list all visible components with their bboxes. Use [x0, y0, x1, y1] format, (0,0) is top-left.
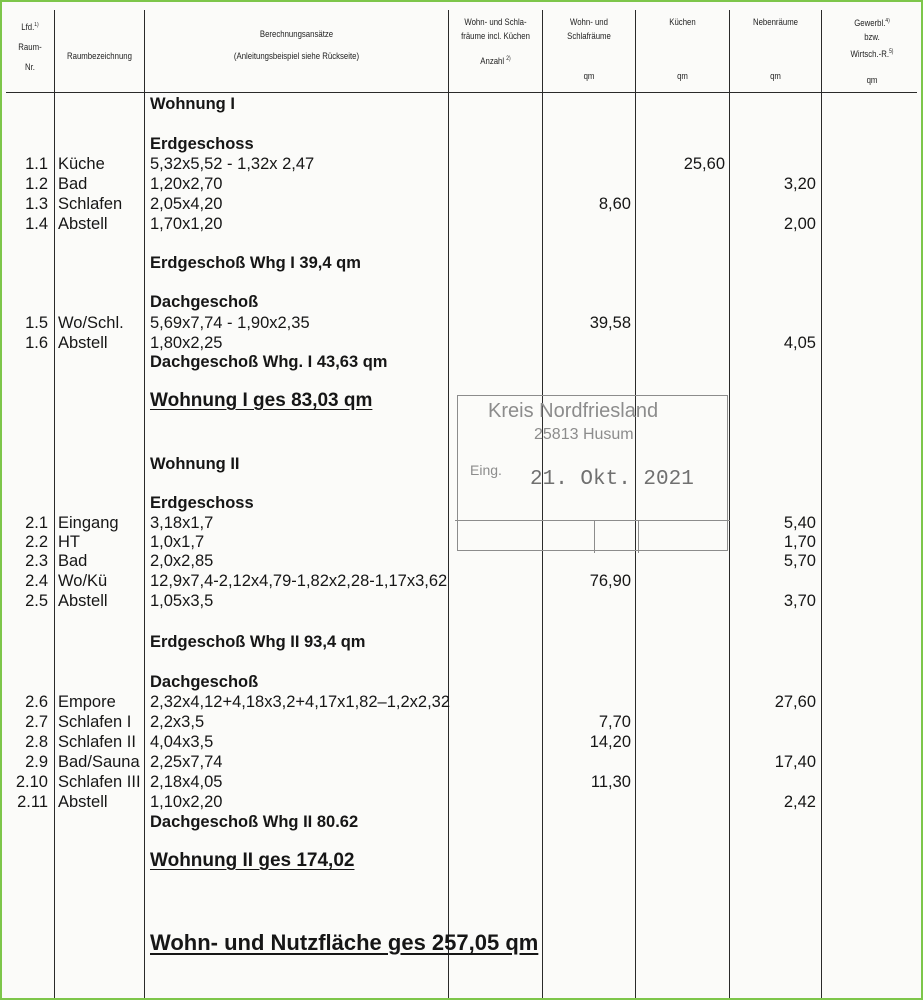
value-neben: 5,70 — [783, 552, 816, 570]
row-number: 2.6 — [25, 693, 48, 711]
room-name: Schlafen — [58, 195, 123, 213]
room-name: Abstell — [58, 793, 108, 811]
floor-subtotal: Erdgeschoß Whg II 93,4 qm — [150, 633, 366, 651]
header-divider — [6, 92, 917, 93]
row-number: 2.2 — [25, 533, 48, 551]
value-wohn: 7,70 — [598, 713, 631, 731]
row-number: 1.2 — [25, 175, 48, 193]
stamp-rule — [638, 520, 639, 553]
grand-total: Wohn- und Nutzfläche ges 257,05 qm — [150, 930, 539, 955]
header-berechnungsansaetze: Berechnungsansätze (Anleitungsbeispiel siehe Rückseite) — [233, 29, 360, 62]
room-name: Schlafen III — [58, 773, 141, 791]
value-wohn: 76,90 — [589, 572, 631, 590]
value-wohn: 14,20 — [589, 733, 631, 751]
value-neben: 17,40 — [774, 753, 816, 771]
value-neben: 2,00 — [783, 215, 816, 233]
floor-title: Erdgeschoss — [150, 494, 254, 512]
room-name: Eingang — [58, 514, 119, 532]
row-number: 2.3 — [25, 552, 48, 570]
floor-subtotal: Dachgeschoß Whg. I 43,63 qm — [150, 353, 388, 371]
floor-subtotal: Dachgeschoß Whg II 80.62 — [150, 813, 359, 831]
room-name: Küche — [58, 155, 105, 173]
row-number: 1.4 — [25, 215, 48, 233]
room-name: Bad/Sauna — [58, 753, 140, 771]
header-gewerbl: Gewerbl.$^{4)}$ bzw. Wirtsch.-R.$^{5)}$ qm — [850, 18, 894, 87]
header-kuechen: Küchen qm — [669, 17, 696, 82]
header-raumbezeichnung: Raumbezeichnung — [67, 51, 132, 62]
header-anzahl: Wohn- und Schla- fräume incl. Küchen Anzahl $^{2)}$ — [461, 17, 530, 68]
value-neben: 2,42 — [783, 793, 816, 811]
stamp-authority: Kreis Nordfriesland — [488, 400, 659, 422]
calculation: 5,69x7,74 - 1,90x2,35 — [150, 314, 310, 332]
calculation: 3,18x1,7 — [150, 514, 214, 532]
section-title-wohnung-2: Wohnung II — [150, 455, 240, 473]
row-number: 2.8 — [25, 733, 48, 751]
calculation: 1,0x1,7 — [150, 533, 205, 551]
calculation: 2,18x4,05 — [150, 773, 223, 791]
value-wohn: 8,60 — [598, 195, 631, 213]
stamp-eing-label: Eing. — [470, 462, 502, 478]
value-neben: 3,70 — [783, 592, 816, 610]
value-wohn: 39,58 — [589, 314, 631, 332]
column-divider — [144, 10, 145, 998]
column-divider — [54, 10, 55, 998]
calculation: 1,20x2,70 — [150, 175, 223, 193]
stamp-rule — [594, 520, 595, 553]
row-number: 2.9 — [25, 753, 48, 771]
calculation: 1,05x3,5 — [150, 592, 214, 610]
room-name: Abstell — [58, 592, 108, 610]
row-number: 2.4 — [25, 572, 48, 590]
room-name: Empore — [58, 693, 116, 711]
value-neben: 27,60 — [774, 693, 816, 711]
calculation: 2,2x3,5 — [150, 713, 205, 731]
calculation: 1,80x2,25 — [150, 334, 223, 352]
room-name: Abstell — [58, 215, 108, 233]
calculation: 2,0x2,85 — [150, 552, 214, 570]
row-number: 1.6 — [25, 334, 48, 352]
stamp-date: 21. Okt. 2021 — [530, 468, 694, 491]
stamp-address: 25813 Husum — [534, 426, 634, 443]
value-neben: 4,05 — [783, 334, 816, 352]
calculation: 4,04x3,5 — [150, 733, 214, 751]
column-divider — [821, 10, 822, 998]
calculation: 2,25x7,74 — [150, 753, 223, 771]
calculation: 2,05x4,20 — [150, 195, 223, 213]
floor-title: Dachgeschoß — [150, 673, 259, 691]
floor-subtotal: Erdgeschoß Whg I 39,4 qm — [150, 254, 361, 272]
calculation: 5,32x5,52 - 1,32x 2,47 — [150, 155, 315, 173]
row-number: 1.1 — [25, 155, 48, 173]
floor-title: Erdgeschoss — [150, 135, 254, 153]
column-divider — [729, 10, 730, 998]
room-name: HT — [58, 533, 80, 551]
room-name: Bad — [58, 552, 88, 570]
value-wohn: 11,30 — [590, 773, 631, 791]
room-name: Wo/Schl. — [58, 314, 124, 332]
apartment-total: Wohnung II ges 174,02 — [150, 850, 355, 871]
room-name: Bad — [58, 175, 88, 193]
apartment-total: Wohnung I ges 83,03 qm — [150, 390, 373, 411]
row-number: 1.5 — [25, 314, 48, 332]
row-number: 2.5 — [25, 592, 48, 610]
room-name: Schlafen II — [58, 733, 136, 751]
header-nebenraeume: Nebenräume qm — [752, 17, 799, 82]
row-number: 2.11 — [17, 793, 48, 811]
column-divider — [448, 10, 449, 998]
room-name: Schlafen I — [58, 713, 132, 731]
row-number: 2.1 — [25, 514, 48, 532]
calculation: 12,9x7,4-2,12x4,79-1,82x2,28-1,17x3,62 — [150, 572, 448, 590]
calculation: 2,32x4,12+4,18x3,2+4,17x1,82–1,2x2,32 — [150, 693, 451, 711]
room-name: Abstell — [58, 334, 108, 352]
value-neben: 1,70 — [783, 533, 816, 551]
calculation: 1,70x1,20 — [150, 215, 223, 233]
value-kuechen: 25,60 — [683, 155, 725, 173]
value-neben: 3,20 — [783, 175, 816, 193]
section-title-wohnung-1: Wohnung I — [150, 95, 235, 113]
room-name: Wo/Kü — [58, 572, 108, 590]
header-wohn-schlafraeume: Wohn- und Schlafräume qm — [567, 17, 611, 82]
value-neben: 5,40 — [783, 514, 816, 532]
calculation: 1,10x2,20 — [150, 793, 223, 811]
stamp-rule — [455, 520, 730, 521]
row-number: 2.10 — [15, 773, 48, 791]
row-number: 1.3 — [25, 195, 48, 213]
floor-title: Dachgeschoß — [150, 293, 259, 311]
receipt-stamp — [457, 395, 728, 551]
header-lfd-nr: Lfd.$^{1)}$ Raum- Nr. — [18, 22, 42, 74]
row-number: 2.7 — [25, 713, 48, 731]
